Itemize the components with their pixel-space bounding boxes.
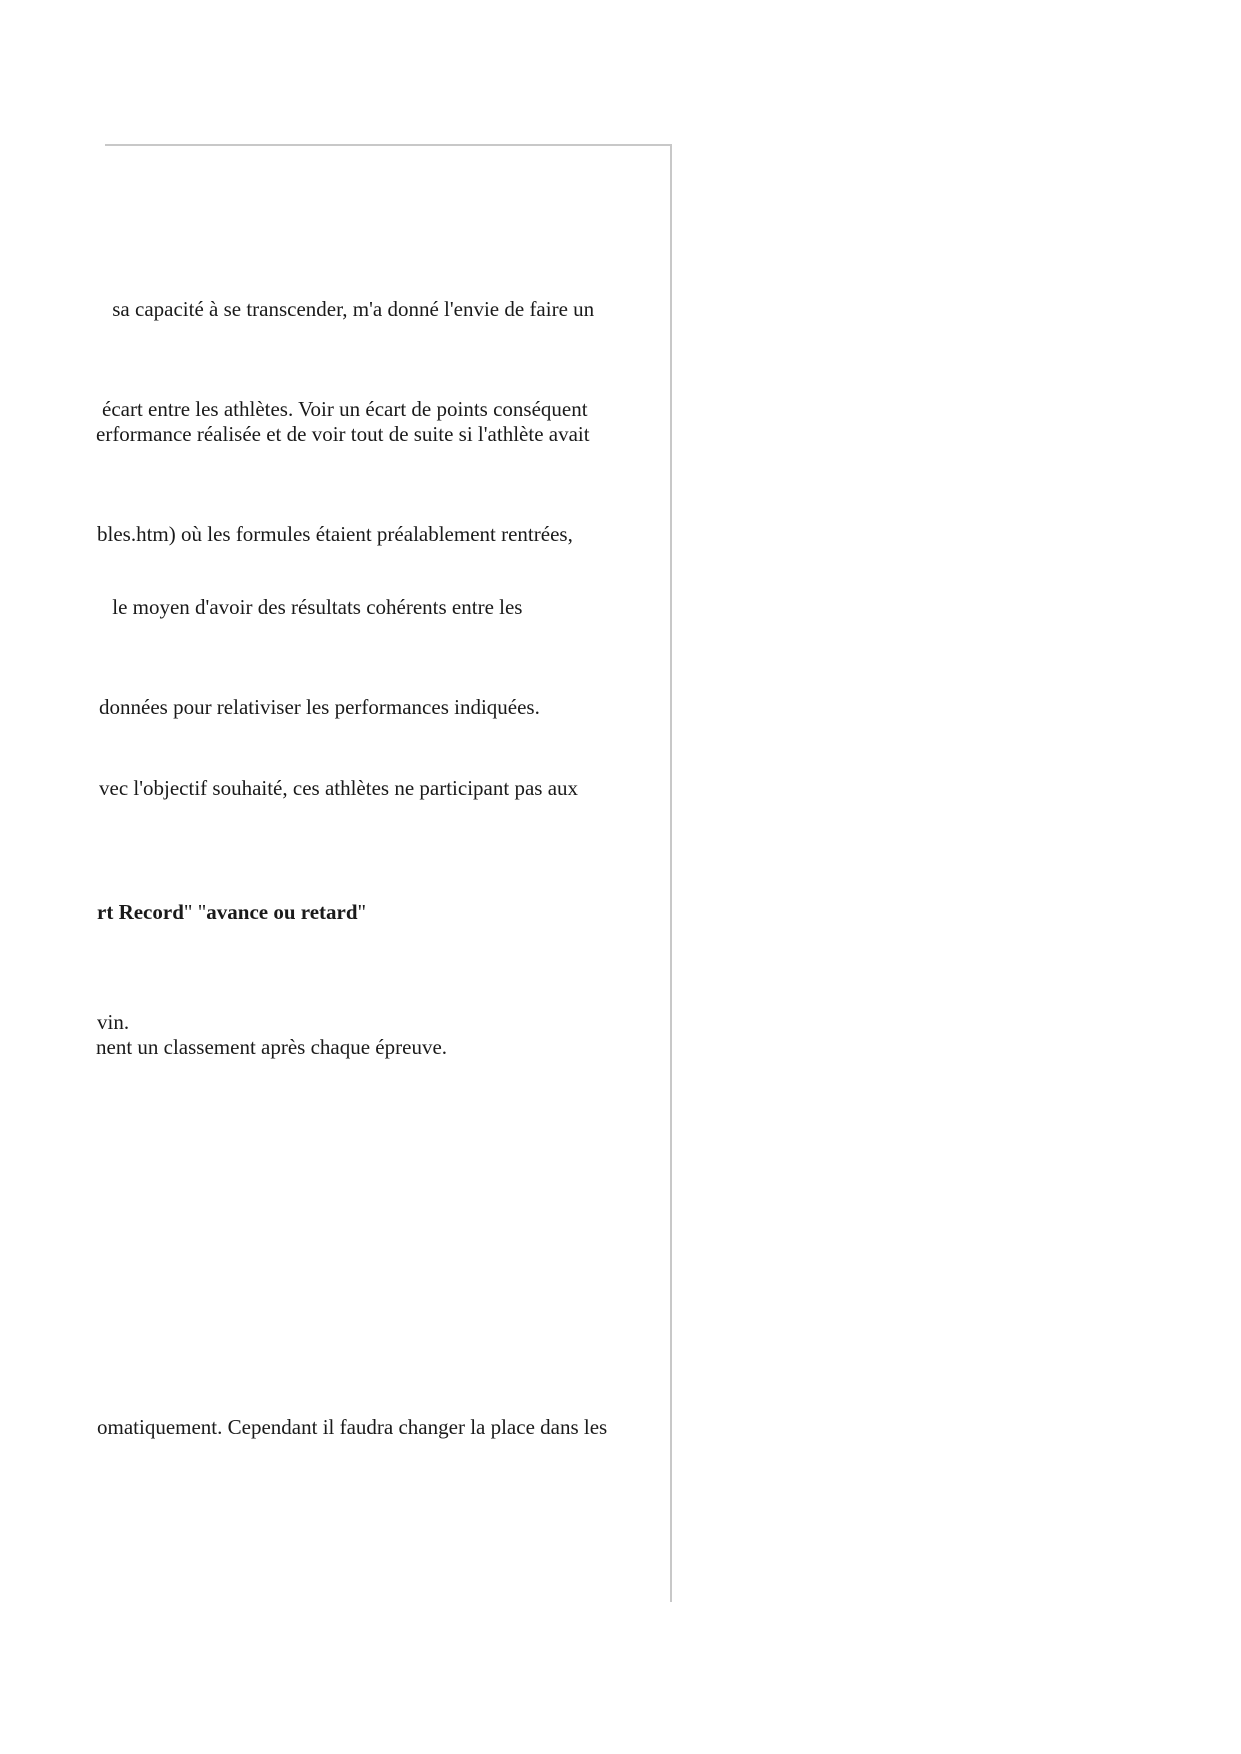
text-line: bles.htm) où les formules étaient préalablement rentrées, bbox=[97, 522, 573, 546]
heading-line bbox=[97, 899, 366, 925]
document-text-area bbox=[96, 146, 667, 1600]
text-line: vec l'objectif souhaité, ces athlètes ne participant pas aux bbox=[99, 776, 579, 800]
heading-bold-part: avance ou retard bbox=[206, 900, 358, 924]
text-line: omatiquement. Cependant il faudra changer la place dans les bbox=[97, 1415, 608, 1439]
heading-quote-part: " bbox=[357, 900, 367, 924]
heading-bold-part: rt Record bbox=[97, 900, 184, 924]
text-line: écart entre les athlètes. Voir un écart de points conséquent bbox=[102, 397, 588, 421]
text-line: erformance réalisée et de voir tout de suite si l'athlète avait bbox=[96, 422, 590, 446]
text-line: vin. bbox=[97, 1010, 130, 1034]
text-line: le moyen d'avoir des résultats cohérents entre les bbox=[107, 595, 523, 619]
text-line: sa capacité à se transcender, m'a donné l'envie de faire un bbox=[107, 297, 595, 321]
heading-quote-part: " " bbox=[183, 900, 207, 924]
text-line: nent un classement après chaque épreuve. bbox=[96, 1035, 448, 1059]
text-line: données pour relativiser les performances indiquées. bbox=[99, 695, 540, 719]
